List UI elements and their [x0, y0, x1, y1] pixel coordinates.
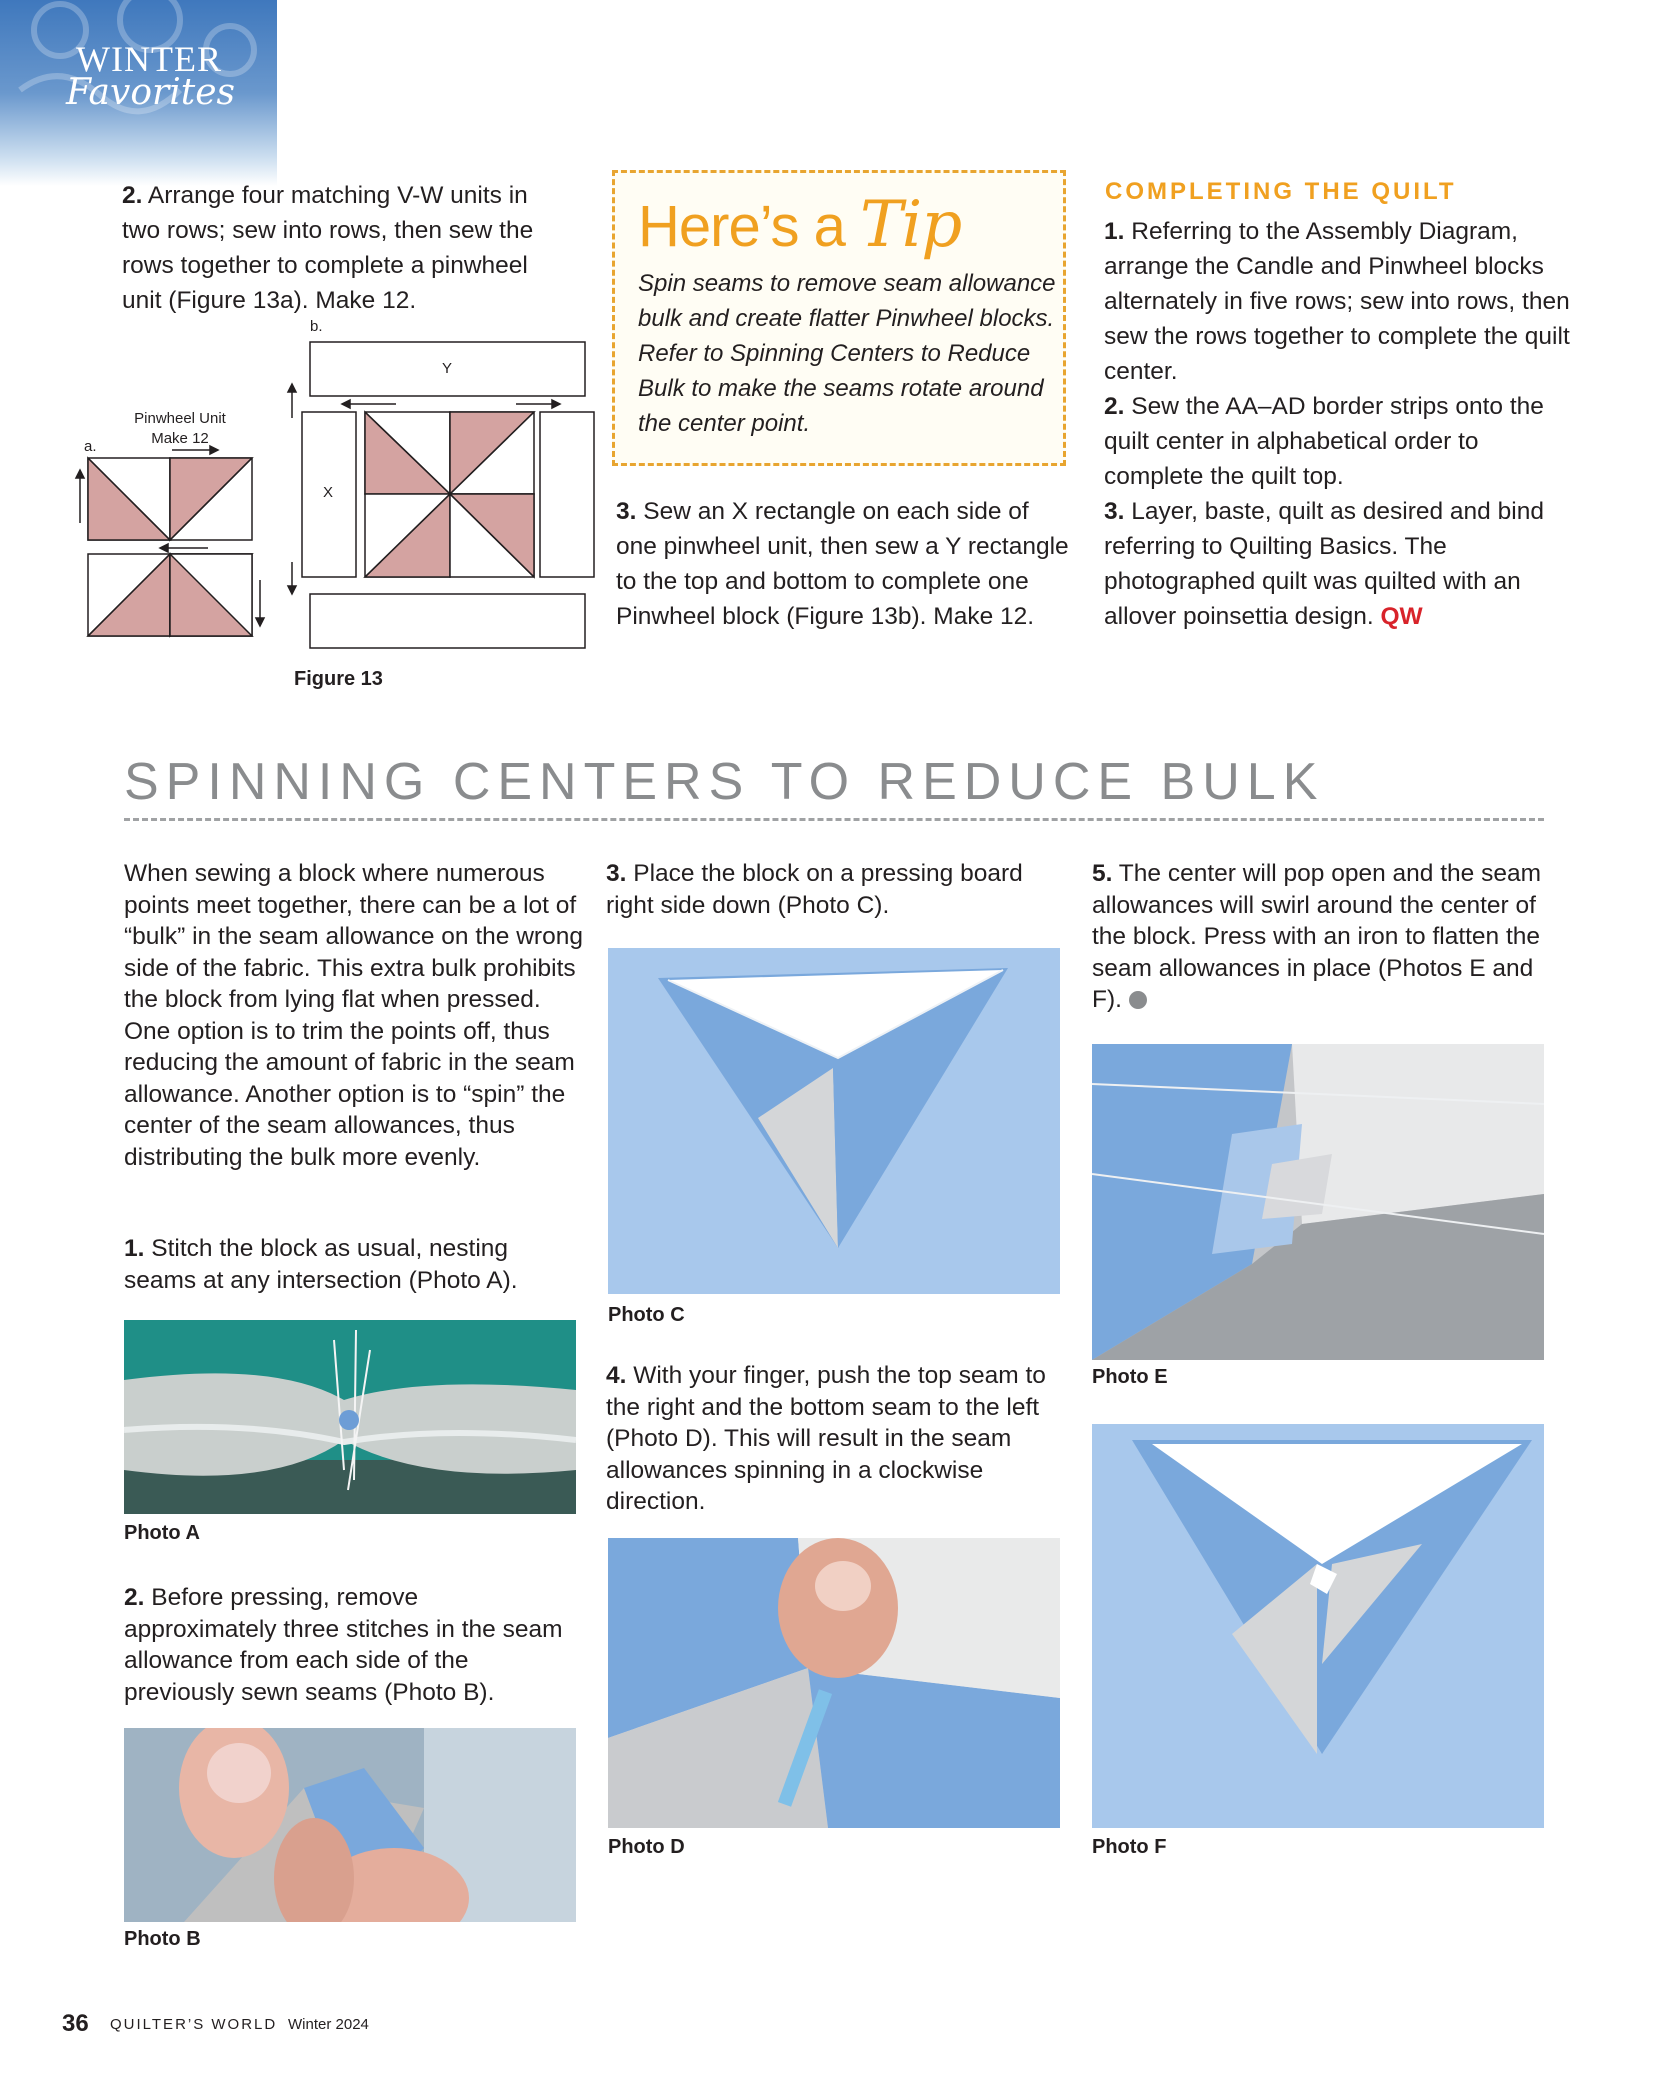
page-number: 36: [62, 2010, 89, 2037]
step-text: Layer, baste, quilt as desired and bind referring to Quilting Basics. The photographed quilt was quilted with an allover poinsettia design.: [1104, 498, 1544, 630]
photo-e: [1092, 1044, 1544, 1360]
photo-f: [1092, 1424, 1544, 1828]
spinning-step-5: [1092, 858, 1562, 1016]
publication-name: QUILTER’S WORLD: [110, 2016, 278, 2033]
step-number: 3.: [616, 498, 637, 525]
figure-label-x: X: [323, 484, 334, 501]
step-number: 4.: [606, 1362, 627, 1389]
photo-d-caption: Photo D: [608, 1836, 685, 1858]
photo-c-caption: Photo C: [608, 1304, 685, 1326]
photo-c: [608, 948, 1060, 1294]
photo-e-caption: Photo E: [1092, 1366, 1168, 1388]
completing-step-2: [1104, 389, 1574, 494]
step-number: 1.: [1104, 218, 1125, 245]
header-winter: WINTER: [76, 39, 222, 79]
step-text: The center will pop open and the seam allowances will swirl around the center of the block. Press with an iron to flatten the seam allowances in place (Photos E and F).: [1092, 860, 1542, 1013]
step-number: 2.: [124, 1584, 145, 1611]
step-text: Sew an X rectangle on each side of one pinwheel unit, then sew a Y rectangle to the top and bottom to complete one Pinwheel block (Figure 13b). Make 12.: [616, 498, 1069, 630]
photo-a: [124, 1320, 576, 1514]
figure-13: [60, 318, 600, 678]
title-divider: [124, 818, 1544, 821]
spinning-title: SPINNING CENTERS TO REDUCE BULK: [124, 753, 1325, 811]
pinwheel-step-2: [122, 178, 562, 318]
pinwheel-unit-title: Pinwheel Unit: [134, 410, 226, 427]
completing-step-1: [1104, 214, 1574, 389]
figure-13-caption: Figure 13: [294, 668, 383, 690]
step-number: 3.: [1104, 498, 1125, 525]
completing-step-3: [1104, 494, 1574, 634]
step-text: Arrange four matching V-W units in two rows; sew into rows, then sew the rows together to complete a pinwheel unit (Figure 13a). Make 12.: [122, 182, 534, 314]
spinning-step-4: [606, 1360, 1066, 1518]
issue-date: Winter 2024: [288, 2016, 369, 2033]
step-number: 1.: [124, 1235, 145, 1262]
step-number: 3.: [606, 860, 627, 887]
step-text: With your finger, push the top seam to the right and the bottom seam to the left (Photo D). This will result in the seam allowances spinning in a clockwise direction.: [606, 1362, 1046, 1515]
pinwheel-unit-count: Make 12: [151, 430, 209, 447]
step-number: 2.: [1104, 393, 1125, 420]
completing-heading: COMPLETING THE QUILT: [1105, 178, 1457, 205]
step-text: Place the block on a pressing board right side down (Photo C).: [606, 860, 1023, 919]
photo-f-caption: Photo F: [1092, 1836, 1167, 1858]
step-number: 5.: [1092, 860, 1113, 887]
figure-label-a: a.: [84, 438, 97, 455]
step-text: Before pressing, remove approximately three stitches in the seam allowance from each side of the previously sewn seams (Photo B).: [124, 1584, 563, 1706]
pinwheel-step-3: [616, 494, 1076, 634]
step-text: Referring to the Assembly Diagram, arrange the Candle and Pinwheel blocks alternately in five rows; sew into rows, then sew the rows together to complete the quilt center.: [1104, 218, 1570, 385]
spinning-step-3: [606, 858, 1066, 921]
photo-d: [608, 1538, 1060, 1828]
tip-title: [638, 188, 961, 262]
tip-title-script: Tip: [860, 188, 962, 262]
step-number: 2.: [122, 182, 143, 209]
figure-label-b: b.: [310, 318, 323, 335]
step-text: Sew the AA–AD border strips onto the quilt center in alphabetical order to complete the quilt top.: [1104, 393, 1544, 490]
spinning-intro: When sewing a block where numerous points meet together, there can be a lot of “bulk” in the seam allowance on the wrong side of the fabric. This extra bulk prohibits the block from lying flat when pressed. One option is to trim the points off, thus reducing the amount of fabric in the seam allowance. Another option is to “spin” the center of the seam allowances, thus distributing the bulk more evenly.: [124, 860, 583, 1171]
spinning-step-1: [124, 1233, 584, 1296]
photo-a-caption: Photo A: [124, 1522, 200, 1544]
photo-b-caption: Photo B: [124, 1928, 201, 1950]
figure-label-y: Y: [442, 360, 453, 377]
step-text: Stitch the block as usual, nesting seams at any intersection (Photo A).: [124, 1235, 518, 1294]
photo-b: [124, 1728, 576, 1922]
spinning-step-2: [124, 1582, 564, 1708]
tip-body: Spin seams to remove seam allowance bulk and create flatter Pinwheel blocks. Refer to Spinning Centers to Reduce Bulk to make the seams rotate around the center point.: [638, 270, 1056, 437]
header-favorites: Favorites: [66, 72, 235, 113]
end-dot-icon: [1129, 991, 1147, 1009]
qw-signoff: QW: [1380, 603, 1423, 630]
tip-title-lead: Here’s a: [638, 194, 861, 259]
completing-steps: [1104, 214, 1574, 634]
